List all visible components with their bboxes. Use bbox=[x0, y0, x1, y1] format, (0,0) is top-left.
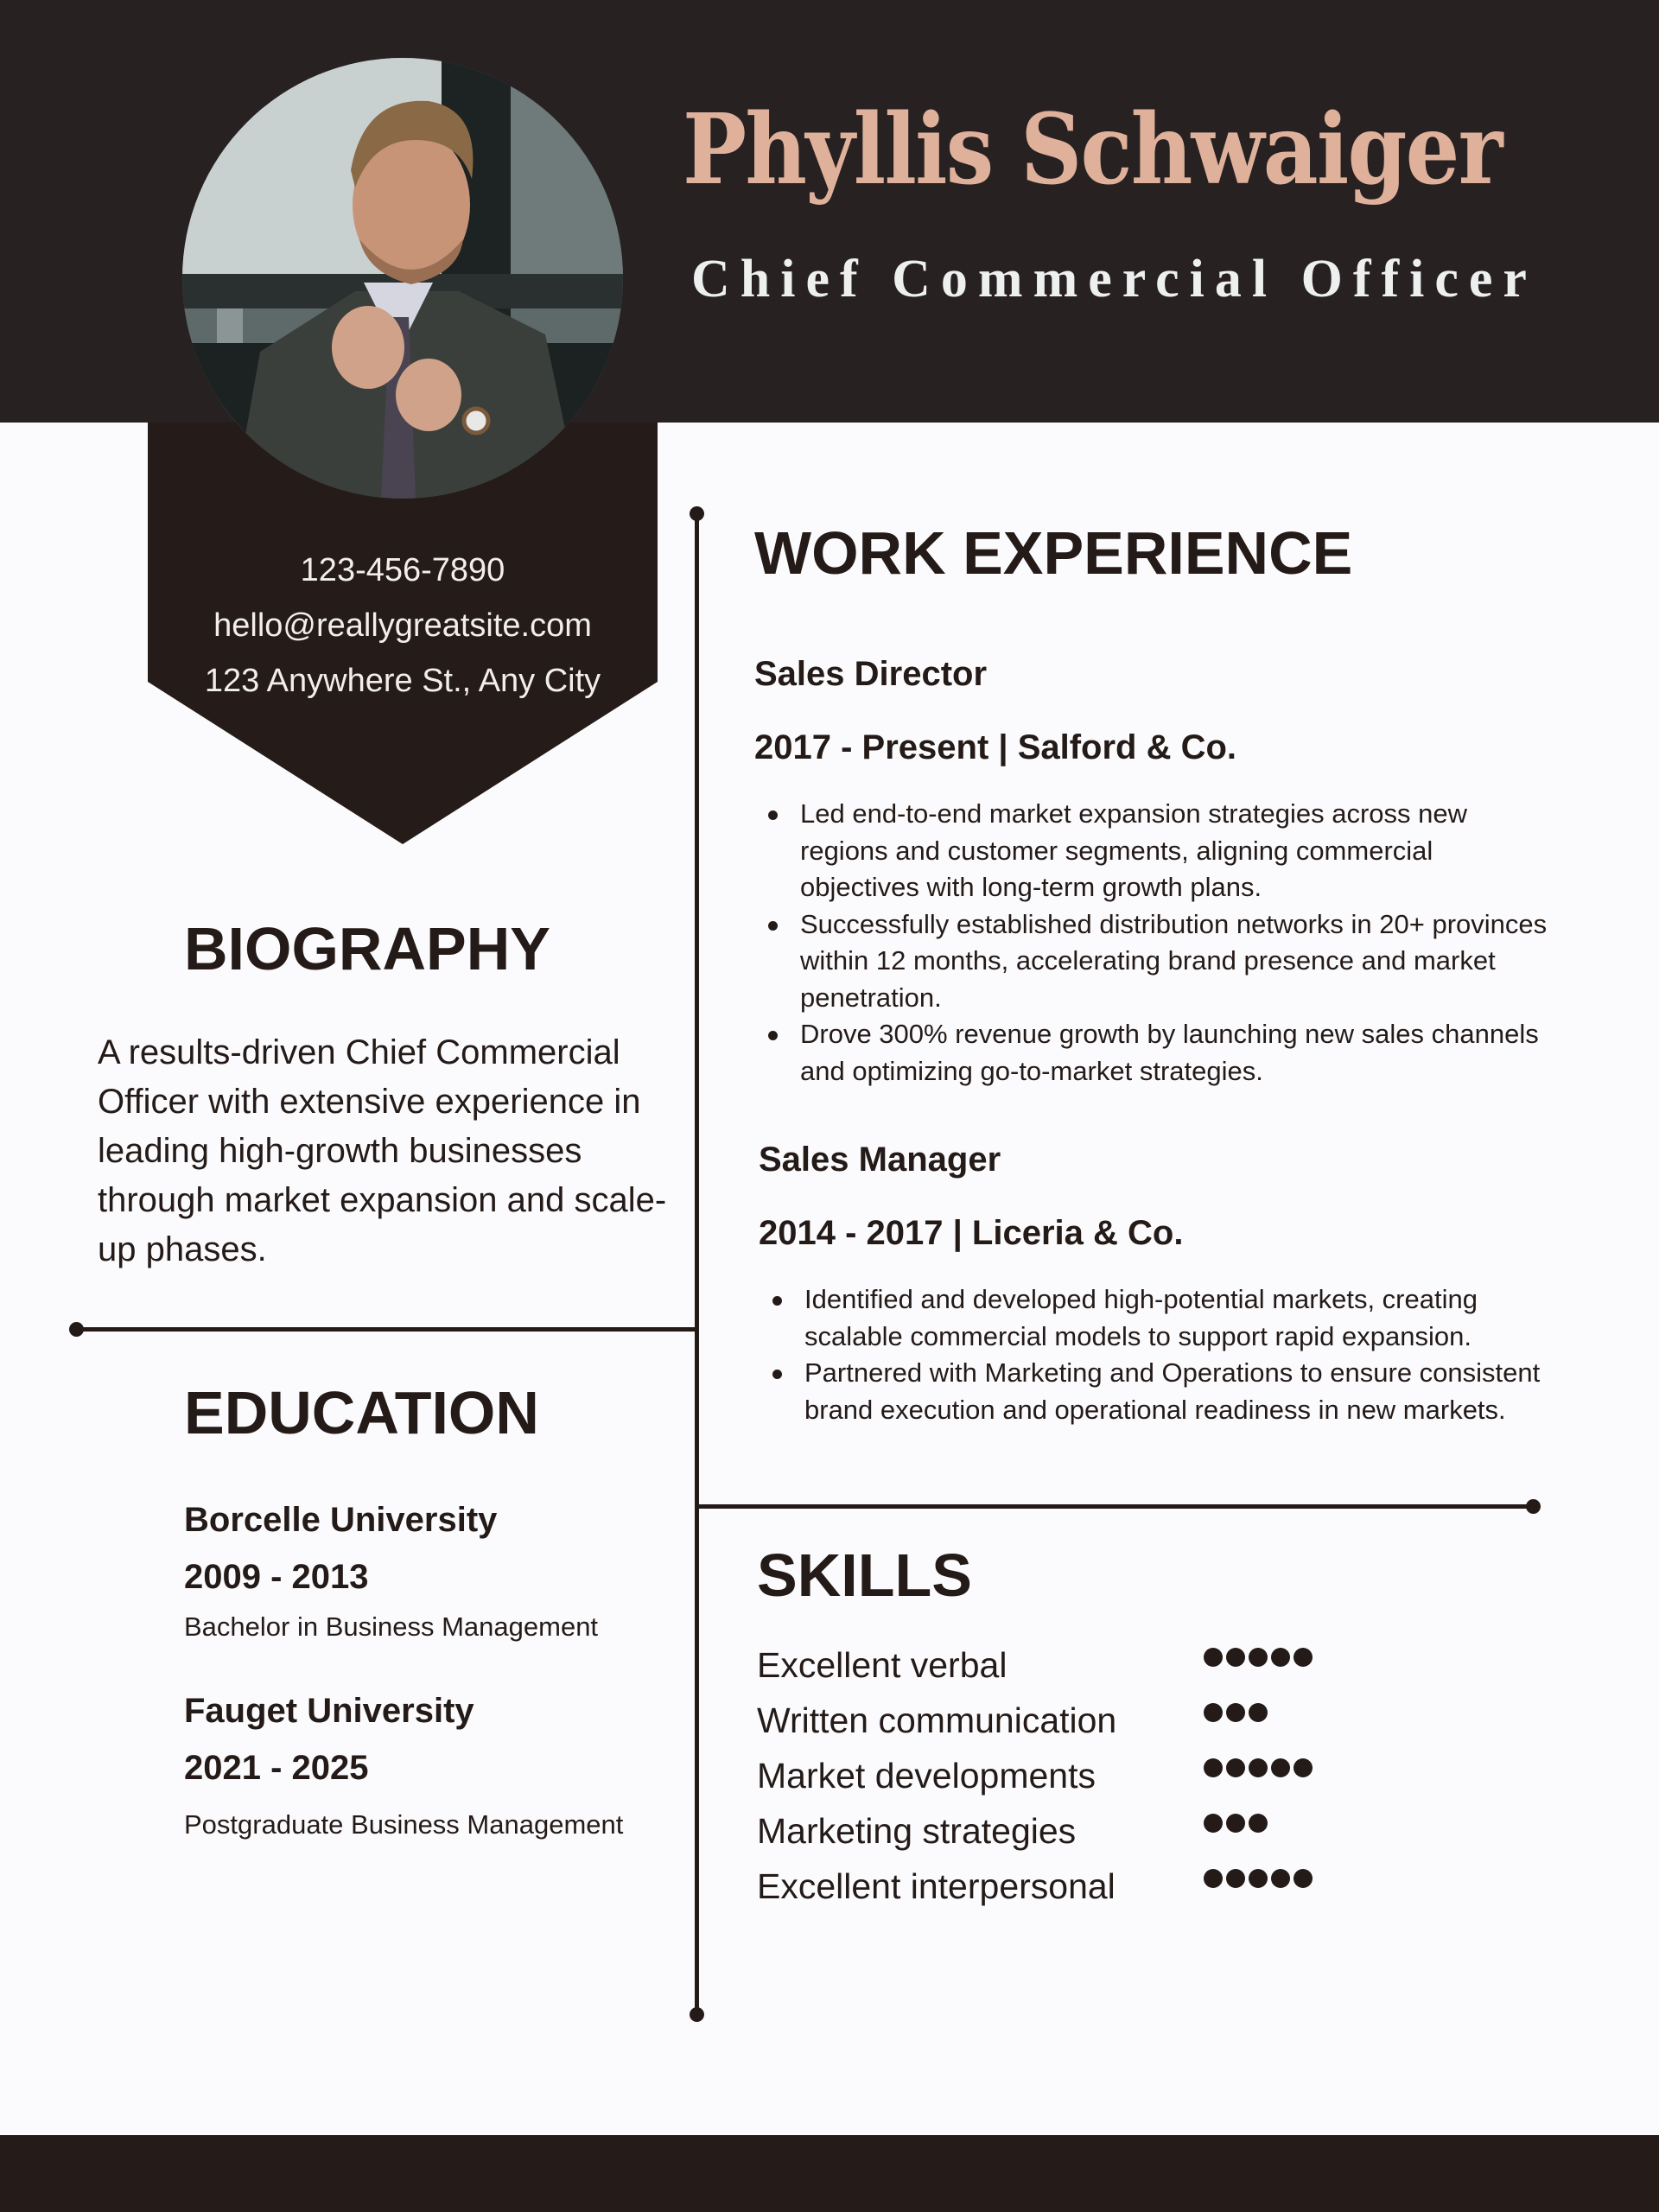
bio-education-divider bbox=[74, 1327, 696, 1332]
skill-dot-icon bbox=[1271, 1648, 1290, 1667]
skill-name: Marketing strategies bbox=[757, 1810, 1077, 1851]
skill-dot-icon bbox=[1204, 1869, 1223, 1888]
skill-rating-dots bbox=[1204, 1814, 1268, 1833]
skill-name: Excellent verbal bbox=[757, 1644, 1007, 1685]
job-entry bbox=[754, 653, 1549, 1090]
contact-phone: 123-456-7890 bbox=[300, 552, 505, 588]
biography-heading: BIOGRAPHY bbox=[184, 915, 550, 982]
skills-heading: SKILLS bbox=[757, 1541, 972, 1609]
skill-name: Written communication bbox=[757, 1700, 1117, 1740]
timeline-top-dot bbox=[690, 506, 704, 521]
skill-dot-icon bbox=[1249, 1758, 1268, 1777]
skill-dot-icon bbox=[1249, 1814, 1268, 1833]
timeline-vertical-line bbox=[695, 513, 699, 2015]
skill-dot-icon bbox=[1271, 1869, 1290, 1888]
skill-dot-icon bbox=[1294, 1758, 1313, 1777]
skill-dot-icon bbox=[1249, 1648, 1268, 1667]
candidate-name: Phyllis Schwaiger bbox=[683, 93, 1502, 207]
skill-dot-icon bbox=[1204, 1648, 1223, 1667]
job-period: 2014 - 2017 | Liceria & Co. bbox=[759, 1214, 1184, 1252]
skill-dot-icon bbox=[1226, 1869, 1245, 1888]
divider-right-dot bbox=[1526, 1499, 1541, 1514]
portrait-image-icon bbox=[182, 58, 623, 499]
job-bullet: Identified and developed high-potential markets, creating scalable commercial models to support rapid expansion. bbox=[804, 1281, 1554, 1355]
timeline-bottom-dot bbox=[690, 2007, 704, 2022]
skill-dot-icon bbox=[1226, 1648, 1245, 1667]
skill-dot-icon bbox=[1226, 1814, 1245, 1833]
skill-dot-icon bbox=[1294, 1648, 1313, 1667]
profile-photo bbox=[182, 58, 623, 499]
job-title: Sales Manager bbox=[759, 1141, 1001, 1179]
education-item bbox=[184, 1499, 668, 1644]
skill-dot-icon bbox=[1204, 1758, 1223, 1777]
skill-rating-dots bbox=[1204, 1758, 1313, 1777]
school-years: 2009 - 2013 bbox=[184, 1558, 369, 1596]
skill-dot-icon bbox=[1226, 1703, 1245, 1722]
skill-rating-dots bbox=[1204, 1869, 1313, 1888]
education-item bbox=[184, 1690, 668, 1842]
skill-row bbox=[757, 1693, 1448, 1748]
skill-dot-icon bbox=[1271, 1758, 1290, 1777]
biography-text: A results-driven Chief Commercial Officer with extensive experience in leading high-growth businesses through market expansion and scale-up phases. bbox=[98, 1033, 667, 1268]
skill-row bbox=[757, 1803, 1448, 1859]
job-entry bbox=[759, 1139, 1554, 1428]
skill-name: Market developments bbox=[757, 1755, 1096, 1796]
school-name: Borcelle University bbox=[184, 1501, 498, 1539]
skills-list bbox=[757, 1637, 1448, 1914]
job-bullet: Partnered with Marketing and Operations to ensure consistent brand execution and operational readiness in new markets. bbox=[804, 1355, 1554, 1428]
school-name: Fauget University bbox=[184, 1692, 474, 1730]
job-bullet: Drove 300% revenue growth by launching new sales channels and optimizing go-to-market strategies. bbox=[800, 1016, 1549, 1090]
contact-info bbox=[148, 543, 658, 709]
job-title: Sales Director bbox=[754, 655, 988, 693]
skill-dot-icon bbox=[1204, 1814, 1223, 1833]
contact-address: 123 Anywhere St., Any City bbox=[204, 663, 601, 699]
job-bullets bbox=[759, 1281, 1554, 1428]
skill-dot-icon bbox=[1204, 1703, 1223, 1722]
skill-dot-icon bbox=[1249, 1703, 1268, 1722]
job-bullet: Successfully established distribution networks in 20+ provinces within 12 months, accelerating brand presence and market penetration. bbox=[800, 906, 1549, 1017]
skill-rating-dots bbox=[1204, 1648, 1313, 1667]
footer-band bbox=[0, 2135, 1659, 2212]
skill-name: Excellent interpersonal bbox=[757, 1866, 1116, 1906]
skill-dot-icon bbox=[1294, 1869, 1313, 1888]
school-years: 2021 - 2025 bbox=[184, 1749, 369, 1787]
school-degree: Postgraduate Business Management bbox=[184, 1809, 624, 1840]
skill-row bbox=[757, 1859, 1448, 1914]
education-heading: EDUCATION bbox=[184, 1379, 539, 1446]
work-skills-divider bbox=[696, 1504, 1531, 1509]
school-degree: Bachelor in Business Management bbox=[184, 1611, 599, 1642]
job-period: 2017 - Present | Salford & Co. bbox=[754, 728, 1237, 766]
skill-row bbox=[757, 1748, 1448, 1803]
job-bullets bbox=[754, 796, 1549, 1090]
work-experience-heading: WORK EXPERIENCE bbox=[754, 519, 1353, 587]
divider-left-dot bbox=[69, 1322, 84, 1337]
skill-dot-icon bbox=[1226, 1758, 1245, 1777]
job-bullet: Led end-to-end market expansion strategies across new regions and customer segments, aligning commercial objectives with long-term growth plans. bbox=[800, 796, 1549, 906]
skill-rating-dots bbox=[1204, 1703, 1268, 1722]
skill-dot-icon bbox=[1249, 1869, 1268, 1888]
contact-email: hello@reallygreatsite.com bbox=[213, 607, 592, 644]
candidate-role: Chief Commercial Officer bbox=[691, 250, 1537, 308]
skill-row bbox=[757, 1637, 1448, 1693]
